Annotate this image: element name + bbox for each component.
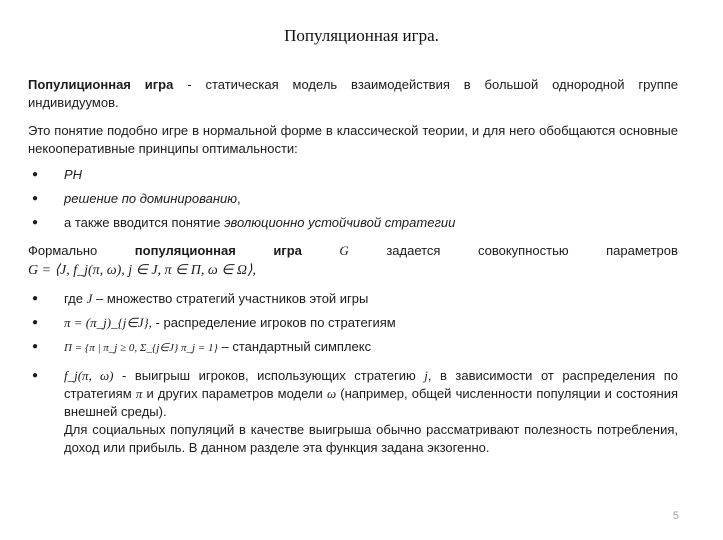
- formal-word: задается: [386, 243, 441, 258]
- payoff-symbol: π: [135, 386, 143, 401]
- param-text: – стандартный симплекс: [217, 339, 372, 354]
- formal-word: Формально: [28, 243, 98, 258]
- list-item: [28, 166, 678, 184]
- formal-word: популяционная: [134, 243, 236, 258]
- param-text: - распределение игроков по стратегиям: [151, 315, 396, 330]
- list-item: [28, 314, 678, 332]
- list-item: [28, 290, 678, 308]
- param-symbol: J: [86, 291, 93, 306]
- principle-ess: эволюционно устойчивой стратегии: [224, 215, 456, 230]
- principle-ne: РН: [64, 167, 83, 182]
- formal-word: игра: [273, 243, 302, 258]
- bullet-icon: ●: [32, 370, 39, 381]
- payoff-explanation: Для социальных популяций в качестве выигрыша обычно рассматривают полезность потребления, доход или прибыль. В данном разделе эта функция задана экзогенно.: [64, 422, 678, 455]
- formal-word: параметров: [606, 243, 678, 258]
- list-item: [28, 338, 678, 357]
- slide-content: [28, 76, 678, 457]
- bullet-icon: ●: [32, 217, 39, 228]
- parameters-list: [28, 290, 678, 457]
- bullet-icon: ●: [32, 169, 39, 180]
- definition-text: - статическая модель взаимодействия в большой однородной группе индивидуумов.: [28, 77, 679, 110]
- list-item: [28, 190, 678, 208]
- payoff-text: (например, общей численности популяции и состояния внешней среды).: [64, 386, 679, 419]
- bullet-icon: ●: [32, 317, 39, 328]
- formal-word: совокупностью: [477, 243, 569, 258]
- definition-paragraph: [28, 76, 678, 112]
- formal-symbol: G: [339, 243, 349, 258]
- payoff-symbol: j: [424, 368, 428, 383]
- payoff-formula: f_j(π, ω): [64, 368, 114, 383]
- payoff-text: , в зависимости от распределения по стратегиям: [64, 368, 678, 401]
- bullet-icon: ●: [32, 341, 39, 352]
- principle-dominance: решение по доминированию: [64, 191, 237, 206]
- page-number: 5: [672, 510, 679, 522]
- param-text: – множество стратегий участников этой игры: [92, 291, 369, 306]
- principle-ess-prefix: а также вводится понятие: [64, 215, 225, 230]
- game-formula: G = ⟨J, f_j(π, ω), j ∈ J, π ∈ Π, ω ∈ Ω⟩,: [28, 263, 257, 278]
- principle-dominance-tail: ,: [237, 191, 241, 206]
- distribution-formula: π = (π_j)_{j∈J},: [64, 315, 152, 330]
- payoff-symbol: ω: [326, 386, 337, 401]
- payoff-text: - выигрыш игроков, использующих стратегию: [113, 368, 425, 383]
- principles-list: [28, 166, 678, 232]
- list-item: [28, 367, 678, 457]
- term-bold: Популиционная игра: [28, 77, 174, 92]
- param-prefix: где: [64, 291, 87, 306]
- bullet-icon: ●: [32, 293, 39, 304]
- simplex-formula: Π = {π | π_j ≥ 0, Σ_{j∈J} π_j = 1}: [64, 342, 218, 354]
- list-item: [28, 214, 678, 232]
- payoff-paragraph: [64, 367, 678, 457]
- concept-paragraph: Это понятие подобно игре в нормальной форме в классической теории, и для него обобщаются основные некооперативные принципы оптимальности:: [28, 123, 678, 156]
- slide-title: Популяционная игра.: [284, 26, 439, 45]
- bullet-icon: ●: [32, 193, 39, 204]
- payoff-text: и других параметров модели: [142, 386, 327, 401]
- formal-definition-line: [28, 242, 678, 260]
